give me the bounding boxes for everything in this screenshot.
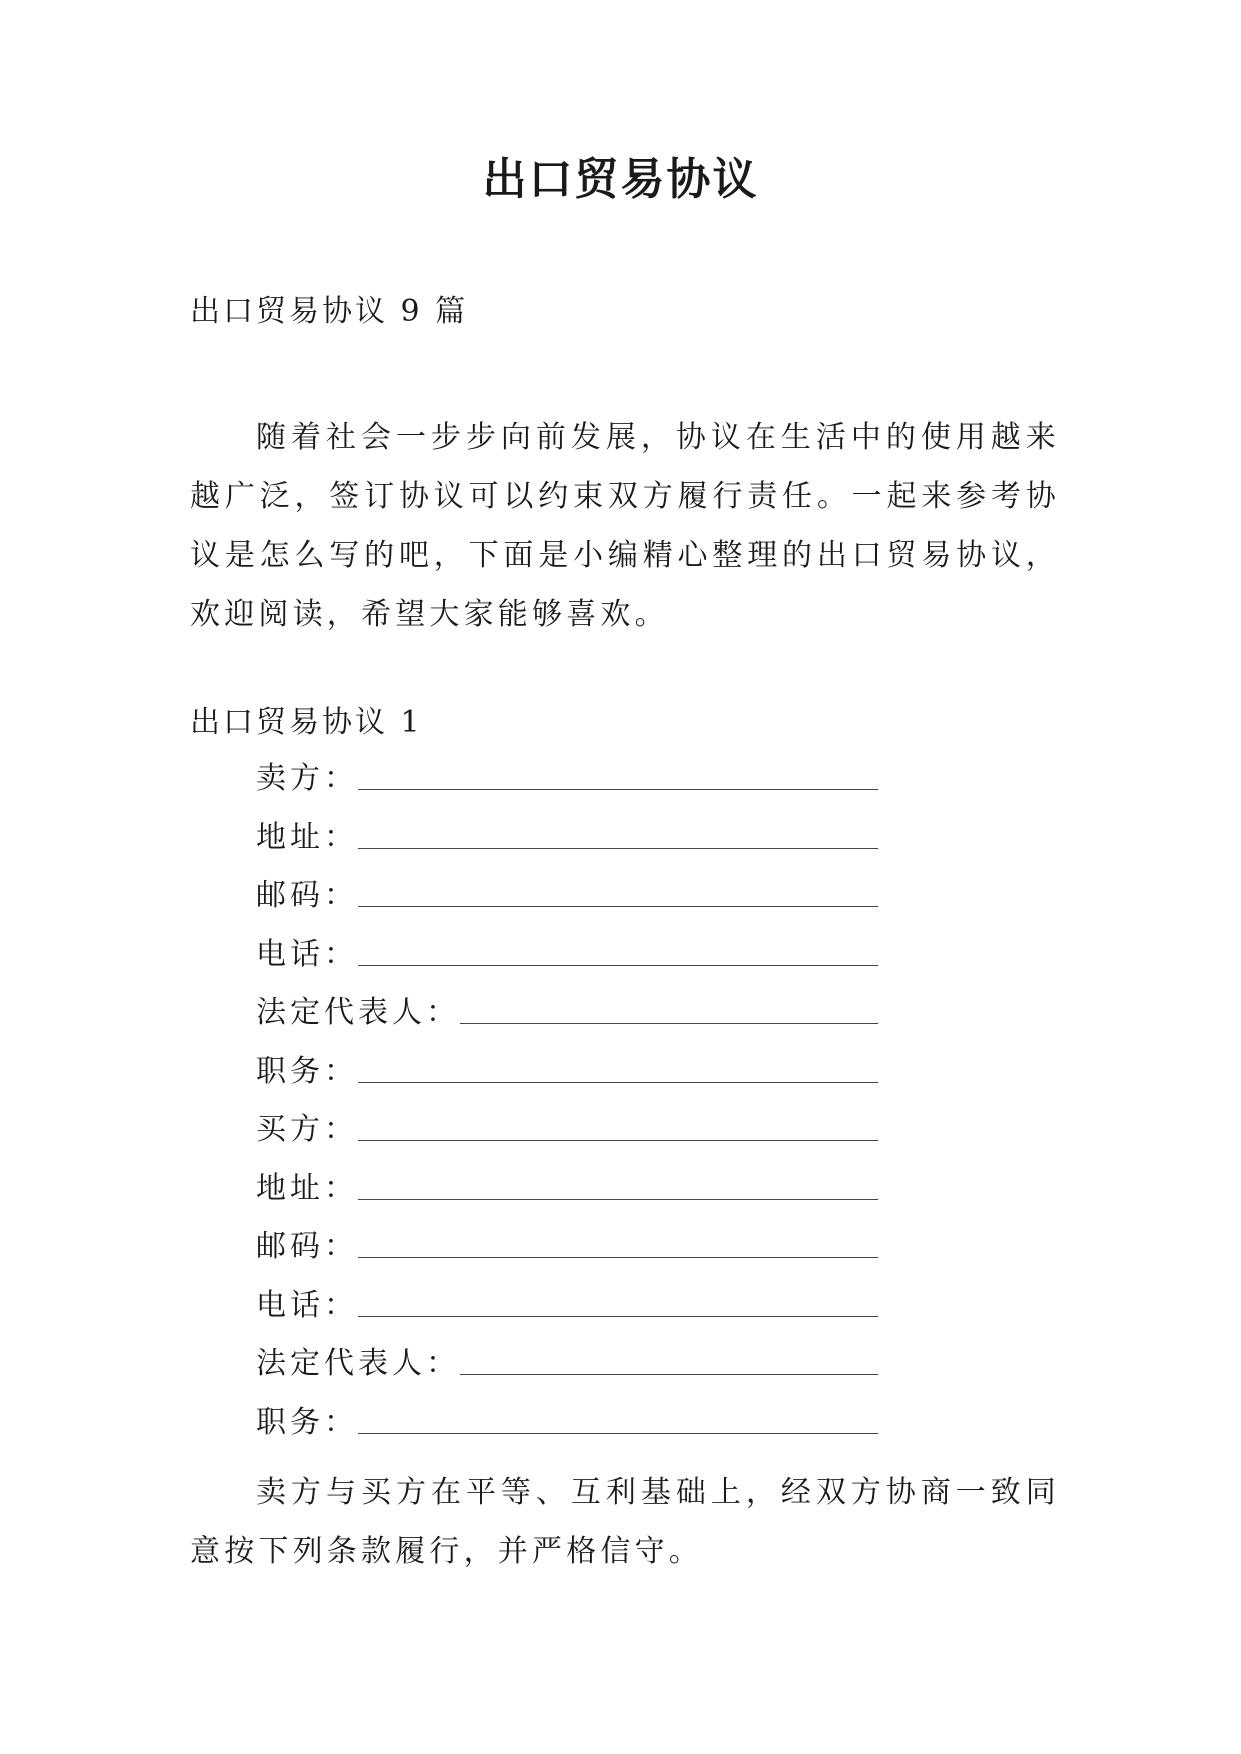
field-label: 电话： xyxy=(256,936,358,972)
field-buyer-address xyxy=(256,1169,956,1228)
field-buyer-postcode xyxy=(256,1227,956,1286)
field-buyer-phone xyxy=(256,1286,956,1345)
party-info-fields xyxy=(256,759,956,1461)
field-label: 买方： xyxy=(256,1112,358,1147)
field-seller-postcode xyxy=(256,876,956,935)
blank-line xyxy=(358,1227,878,1258)
blank-line xyxy=(460,1344,878,1375)
field-label: 地址： xyxy=(256,1170,358,1206)
field-label: 邮码： xyxy=(256,878,358,913)
blank-line xyxy=(358,1169,878,1200)
document-title: 出口贸易协议 xyxy=(482,154,759,205)
field-seller-position xyxy=(256,1052,956,1111)
blank-line xyxy=(358,1403,878,1434)
field-label: 法定代表人： xyxy=(256,995,460,1030)
field-label: 卖方： xyxy=(256,761,358,796)
section-heading: 出口贸易协议 1 xyxy=(190,705,423,740)
field-buyer-legal-rep xyxy=(256,1344,956,1403)
field-seller-phone xyxy=(256,935,956,994)
blank-line xyxy=(358,1286,878,1317)
field-label: 法定代表人： xyxy=(256,1346,460,1381)
field-label: 职务： xyxy=(256,1053,358,1089)
field-seller-address xyxy=(256,818,956,877)
blank-line xyxy=(358,935,878,966)
field-label: 职务： xyxy=(256,1404,358,1440)
closing-paragraph: 卖方与买方在平等、互利基础上，经双方协商一致同意按下列条款履行，并严格信守。 xyxy=(190,1475,1060,1569)
field-label: 地址： xyxy=(256,819,358,855)
field-seller-legal-rep xyxy=(256,993,956,1052)
field-buyer xyxy=(256,1110,956,1169)
blank-line xyxy=(358,818,878,849)
field-label: 邮码： xyxy=(256,1229,358,1264)
field-label: 电话： xyxy=(256,1287,358,1323)
intro-paragraph: 随着社会一步步向前发展，协议在生活中的使用越来越广泛，签订协议可以约束双方履行责任。一起来参考协议是怎么写的吧，下面是小编精心整理的出口贸易协议，欢迎阅读，希望大家能够喜欢。 xyxy=(190,420,1060,632)
blank-line xyxy=(358,759,878,790)
field-seller xyxy=(256,759,956,818)
field-buyer-position xyxy=(256,1403,956,1462)
blank-line xyxy=(460,993,878,1024)
blank-line xyxy=(358,876,878,907)
blank-line xyxy=(358,1110,878,1141)
document-subtitle: 出口贸易协议 9 篇 xyxy=(190,294,469,329)
blank-line xyxy=(358,1052,878,1083)
